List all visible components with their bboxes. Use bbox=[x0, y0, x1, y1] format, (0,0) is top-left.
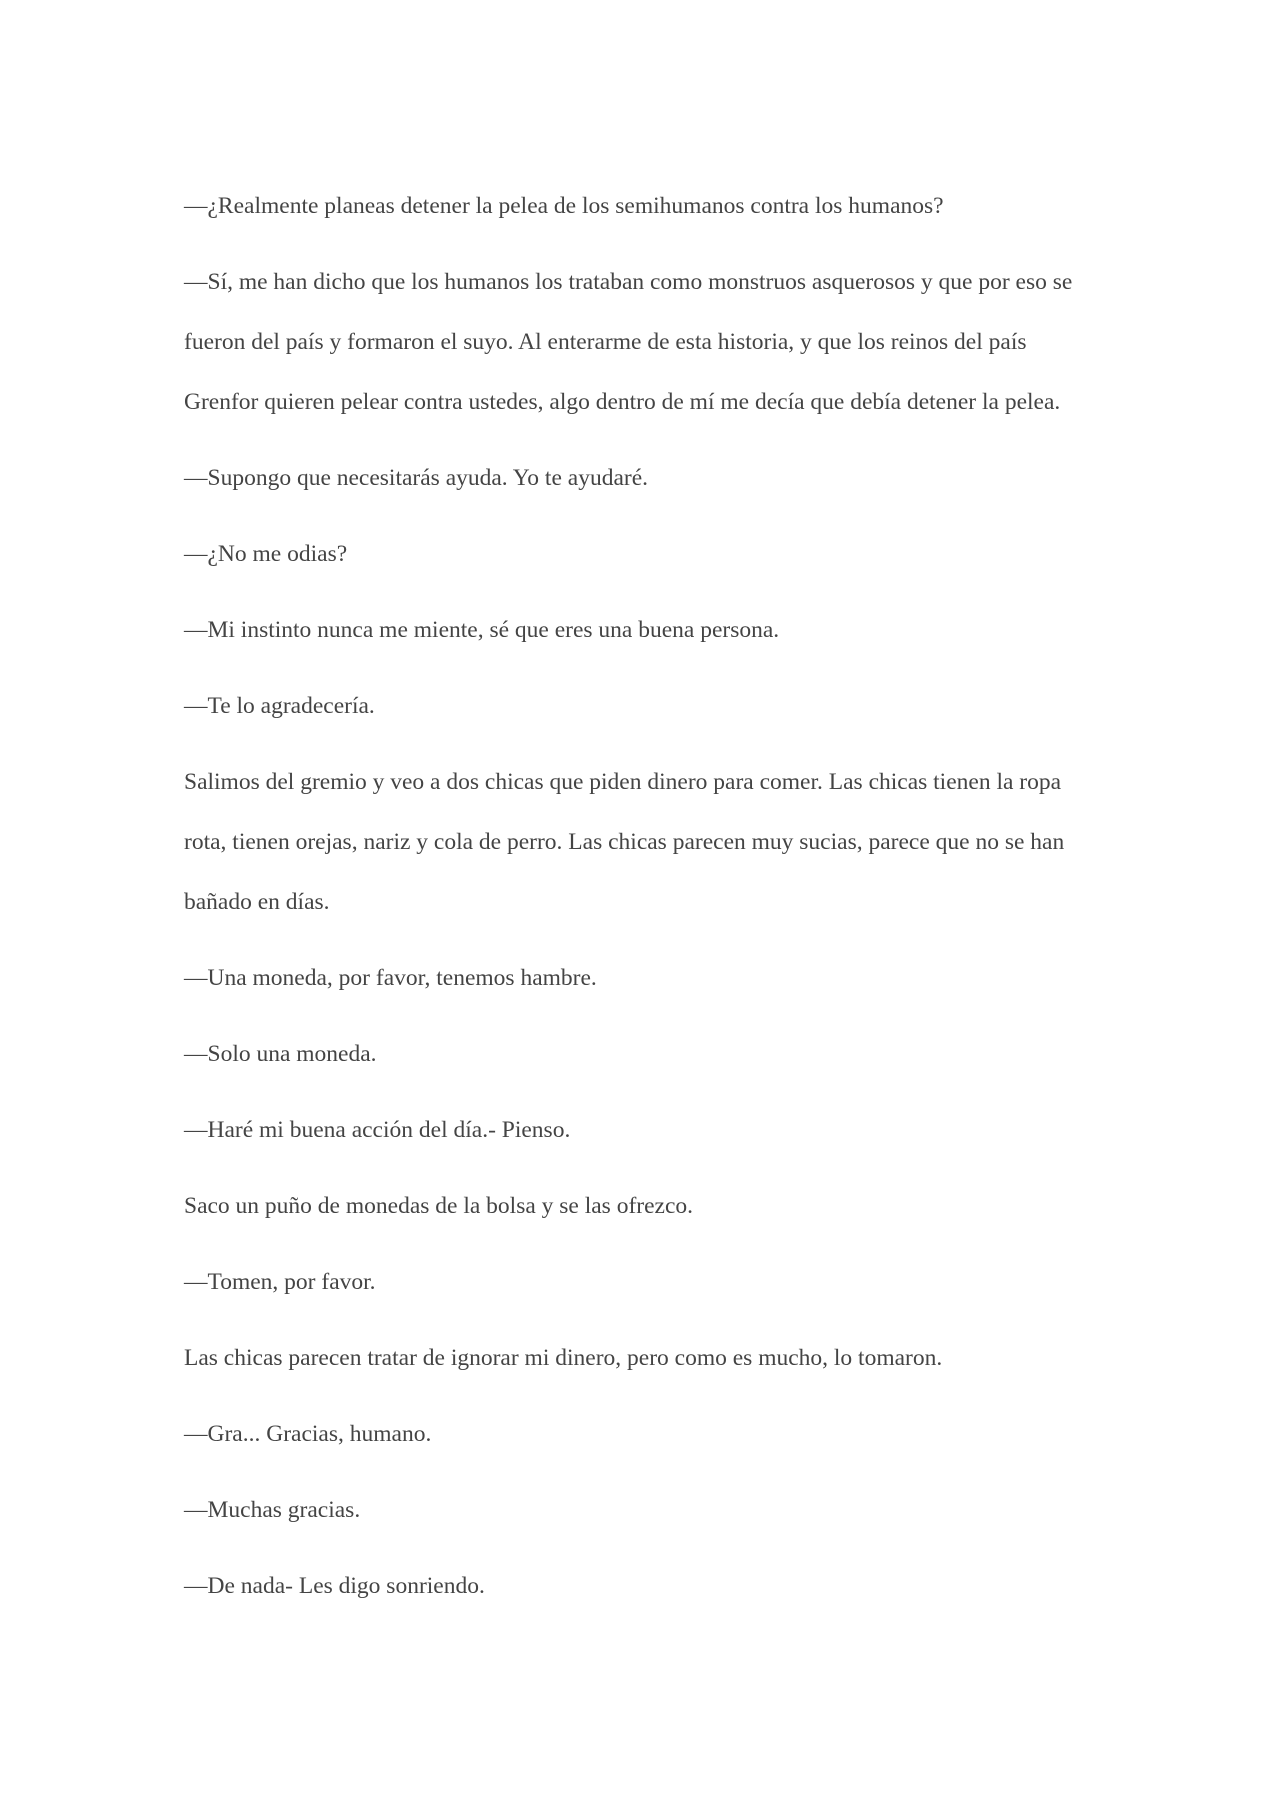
paragraph: Saco un puño de monedas de la bolsa y se las ofrezco. bbox=[184, 1193, 694, 1219]
paragraph: —Supongo que necesitarás ayuda. Yo te ayudaré. bbox=[184, 465, 649, 491]
paragraph: —De nada- Les digo sonriendo. bbox=[184, 1573, 485, 1599]
paragraph: —Gra... Gracias, humano. bbox=[184, 1421, 432, 1447]
paragraph: —¿Realmente planeas detener la pelea de los semihumanos contra los humanos? bbox=[184, 193, 944, 219]
paragraph: —Tomen, por favor. bbox=[184, 1269, 376, 1295]
paragraph: —Solo una moneda. bbox=[184, 1041, 377, 1067]
paragraph: —¿No me odias? bbox=[184, 541, 348, 567]
paragraph: —Una moneda, por favor, tenemos hambre. bbox=[184, 965, 597, 991]
paragraph: Salimos del gremio y veo a dos chicas que piden dinero para comer. Las chicas tienen la ropa rota, tienen orejas, nariz y cola de perro. Las chicas parecen muy sucias, parece que no se han bañado en días. bbox=[184, 769, 1065, 915]
paragraph: —Sí, me han dicho que los humanos los trataban como monstruos asquerosos y que por eso se fueron del país y formaron el suyo. Al enterarme de esta historia, y que los reinos del país Grenfor quieren pelear contra ustedes, algo dentro de mí me decía que debía detener la pelea. bbox=[184, 269, 1073, 415]
paragraph: —Mi instinto nunca me miente, sé que eres una buena persona. bbox=[184, 617, 780, 643]
paragraph: —Te lo agradecería. bbox=[184, 693, 375, 719]
paragraph: —Haré mi buena acción del día.- Pienso. bbox=[184, 1117, 571, 1143]
document-body bbox=[184, 176, 1104, 1632]
paragraph: Las chicas parecen tratar de ignorar mi dinero, pero como es mucho, lo tomaron. bbox=[184, 1345, 943, 1371]
paragraph: —Muchas gracias. bbox=[184, 1497, 361, 1523]
